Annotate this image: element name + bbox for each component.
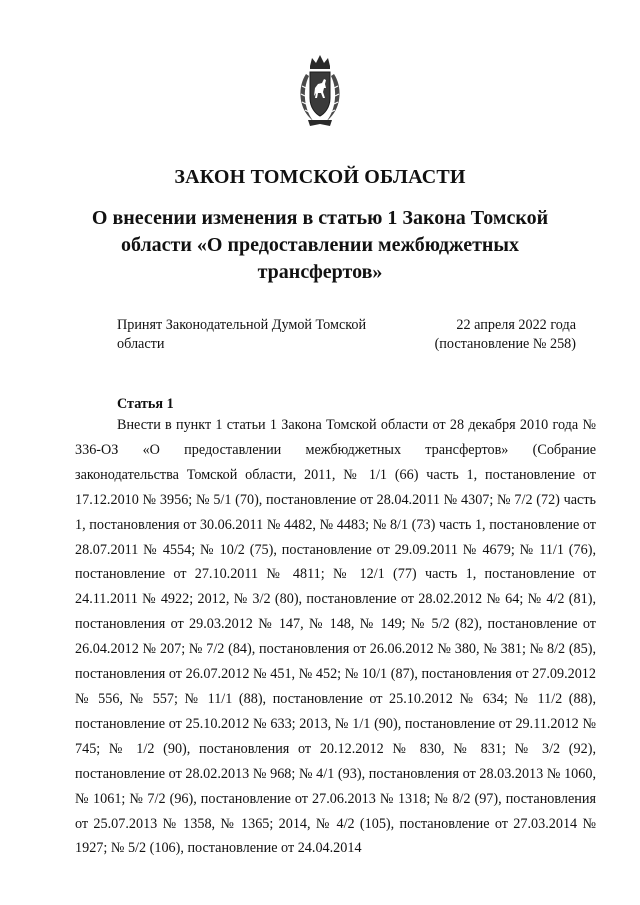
coat-of-arms-icon — [296, 52, 344, 132]
article-text: Внести в пункт 1 статьи 1 Закона Томской области от 28 декабря 2010 года № 336-ОЗ «О предоставлении межбюджетных трансфертов» (Собрание законодательства Томской области, 2011, № 1/1 (66) часть 1, постановление от 17.12.2010 № 3956; № 5/1 (70), постановление от 28.04.2011 № 4307; № 7/2 (72) часть 1, постановления от 30.06.2011 № 4482, № 4483; № 8/1 (73) часть 1, постановление от 28.07.2011 № 4554; № 10/2 (75), постановление от 29.09.2011 № 4679; № 11/1 (76), постановление от 27.10.2011 № 4811; № 12/1 (77) часть 1, постановление от 24.11.2011 № 4922; 2012, № 3/2 (80), постановление от 28.02.2012 № 64; № 4/2 (81), постановления от 29.03.2012 № 147, № 148, № 149; № 5/2 (82), постановление от 26.04.2012 № 207; № 7/2 (84), постановления от 26.06.2012 № 380, № 381; № 8/2 (85), постановления от 26.07.2012 № 451, № 452; № 10/1 (87), постановления от 27.09.2012 № 556, № 557; № 11/1 (88), постановление от 25.10.2012 № 634; № 11/2 (88), постановление от 25.10.2012 № 633; 2013, № 1/1 (90), постановление от 29.11.2012 № 745; № 1/2 (90), постановления от 20.12.2012 № 830, № 831; № 3/2 (92), постановление от 28.02.2013 № 968; № 4/1 (93), постановления от 28.03.2013 № 1060, № 1061; № 7/2 (96), постановление от 27.06.2013 № 1318; № 8/2 (97), постановления от 25.07.2013 № 1358, № 1365; 2014, № 4/2 (105), постановление от 27.03.2014 № 1927; № 5/2 (106), постановление от 24.04.2014 — [75, 417, 596, 857]
adoption-details — [392, 316, 576, 354]
resolution-number: (постановление № 258) — [434, 336, 576, 352]
document-title: ЗАКОН ТОМСКОЙ ОБЛАСТИ — [174, 166, 466, 188]
adopted-date: 22 апреля 2022 года — [456, 317, 576, 333]
document-subtitle: О внесении изменения в статью 1 Закона Томской области «О предоставлении межбюджетных трансфертов» — [91, 207, 549, 283]
adopted-by: Принят Законодательной Думой Томской области — [117, 317, 367, 352]
article-heading: Статья 1 — [117, 396, 174, 412]
